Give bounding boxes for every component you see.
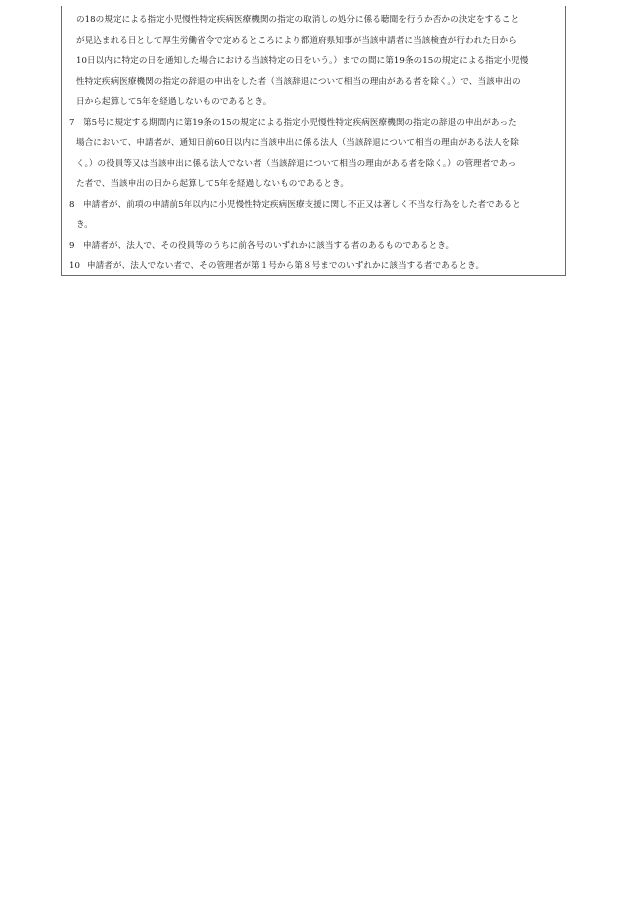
continued-paragraph (66, 10, 559, 113)
frame-content (66, 10, 559, 277)
item-text: 申請者が、法人でない者で、その管理者が第１号から第８号までのいずれかに該当する者であるとき。 (87, 261, 485, 271)
item-text: 申請者が、法人で、その役員等のうちに前各号のいずれかに該当する者のあるものであるとき。 (83, 240, 455, 251)
item-number: 9 (69, 240, 75, 251)
continued-line-4: 性特定疾病医療機関の指定の辞退の申出をした者（当該辞退について相当の理由がある者を除く。）で、当該申出の (76, 76, 521, 87)
item-text: 申請者が、前項の申請前5年以内に小児慢性特定疾病医療支援に関し不正又は著しく不当な行為をした者であると (83, 199, 521, 210)
continued-line-5: 日から起算して5年を経過しないものであるとき。 (76, 97, 272, 107)
item-text-continuation: き。 (76, 220, 93, 230)
item-number: 10 (69, 261, 81, 271)
item-text-continuation: く。）の役員等又は当該申出に係る法人でない者（当該辞退について相当の理由がある者を除く。）の管理者であっ (76, 158, 517, 169)
item-number: 7 (69, 117, 75, 128)
list-item-10 (66, 256, 559, 277)
item-text-continuation: 場合において、申請者が、通知日前60日以内に当該申出に係る法人（当該辞退について相当の理由がある法人を除 (76, 138, 519, 148)
continued-line-2: が見込まれる日として厚生労働省令で定めるところにより都道府県知事が当該申請者に当該検査が行われた日から (76, 35, 517, 46)
item-text-continuation: た者で、当該申出の日から起算して5年を経過しないものであるとき。 (76, 179, 349, 189)
item-number: 8 (69, 199, 75, 210)
continued-line-3: 10日以内に特定の日を通知した場合における当該特定の日をいう。）までの間に第19条の15の規定による指定小児慢 (76, 56, 529, 66)
list-item-7 (66, 113, 559, 195)
continued-line-1: の18の規定による指定小児慢性特定疾病医療機関の指定の取消しの処分に係る聴聞を行うか否かの決定をすること (76, 15, 520, 25)
list-item-8 (66, 195, 559, 236)
text-frame (61, 6, 566, 276)
item-text: 第5号に規定する期間内に第19条の15の規定による指定小児慢性特定疾病医療機関の指定の辞退の申出があった (83, 117, 517, 128)
list-item-9 (66, 236, 559, 257)
